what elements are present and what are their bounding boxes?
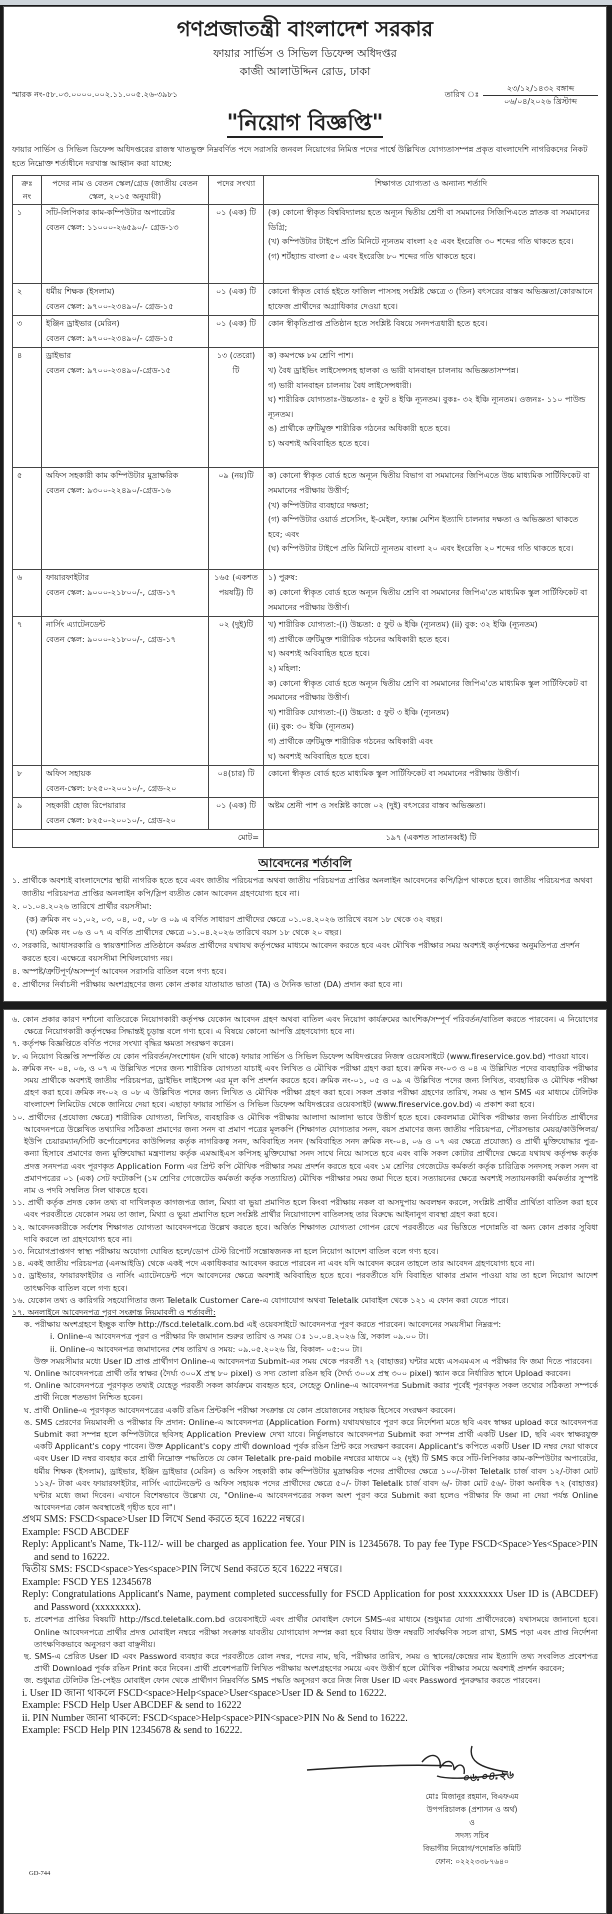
total-value: ১৯৭ (একশত সাতানব্বই) টি (264, 830, 599, 848)
pay-scale: বেতন স্কেল: ৮২৫০-২০০১০/-, গ্রেড-২০ (46, 815, 176, 825)
row-serial: ২ (13, 284, 42, 316)
help-user-id: i. User ID জানা থাকলে FSCD<space>Help<space>User<space>User ID & Send to 16222. (22, 1687, 387, 1699)
sms-second-reply: Reply: Congratulations Applicant's Name, payment completed successfully for FSCD Application for post xxxxxxxxx User ID is (ABCDEF) and Password (xxxxxxxx). (22, 1589, 598, 1613)
pay-scale: বেতন-স্কেল: ৮২৫০-২০০১০/-, গ্রেড-২০ (46, 783, 177, 793)
condition-item: ৮. এ নিয়োগ বিজ্ঞপ্তি সম্পর্কিত যে কোন পরিবর্তন/সংশোধন (যদি থাকে) ফায়ার সার্ভিস ও সিভিল ডিফেন্স অধিদপ্তরের নিজস্ব ওয়েবসাইটে (www.fireservice.gov.bd) পাওয়া যাবে। (12, 1051, 589, 1061)
online-rule-chha: ছ. SMS-এ প্রেরিত User ID এবং Password ব্যবহার করে পরবর্তীতে রোল নম্বর, পদের নাম, ছবি, পরীক্ষার তারিখ, সময় ও স্থানের/কেন্দ্রের নাম ইত্যাদি তথ্য সংবলিত প্রবেশপত্র প্রার্থী Download পূর্বক রঙিন Print করে নিবেন। প্রার্থী প্রবেশপত্রটি লিখিত পরীক্ষায় অংশগ্রহণের সময়ে এবং উত্তীর্ণ হলে মৌখিক পরীক্ষার সময়ে অবশ্যই প্রদর্শন করবেন; (24, 1652, 598, 1674)
row-qualification (264, 766, 599, 798)
row-serial: ১ (13, 205, 42, 284)
signatory-phone: ফোন: ০২২২৩৩৮৭৬৪০ (435, 1856, 509, 1866)
department-name: ফায়ার সার্ভিস ও সিভিল ডিফেন্স অধিদপ্তর (213, 47, 397, 60)
condition-item: ১৫. ড্রাইভার, ফায়ারফাইটার ও নার্সিং এ্যাটেনডেন্ট পদে আবেদনের ক্ষেত্রে অবশ্যই অবিবাহিত হতে হবে। পরবর্তীতে যদি বিবাহিত থাকার প্রমান পাওয়া যায় তা হলে নিয়োগ আদেশ তাৎক্ষণিক বাতিল বলে গণ্য হবে। (12, 1271, 598, 1293)
post-name: অফিস সহকারী কাম কম্পিউটার মুদ্রাক্ষরিক (46, 471, 179, 481)
row-post (42, 570, 209, 617)
qualification-line: ঘ) অবশ্যই অবিবাহিত হতে হবে। (268, 649, 370, 659)
memo-date-row (12, 83, 598, 107)
row-count: ১৩ (তেরো) টি (209, 348, 264, 468)
table-header-row (13, 176, 599, 205)
online-rules-title-text: ১৭. অনলাইনে আবেদনপত্র পূরণ সংক্রান্ত নিয়মাবলী ও শর্তাবলী: (12, 1307, 216, 1317)
qualification-line: ক) কোনো স্বীকৃত বোর্ড হতে অন্যূন দ্বিতীয় বিভাগ বা সমমানের জিপিএতে উচ্চ মাধ্যমিক সার্টিফিকেট বা সমমানের পরীক্ষায় উত্তীর্ণ; (268, 471, 590, 495)
pay-scale: বেতন স্কেল: ৯৭০০-২৩৪৯০/- গ্রেড-১৫ (46, 333, 174, 343)
post-name: সাঁট-লিপিকার কাম-কম্পিউটার অপারেটর (46, 208, 175, 217)
pay-scale: বেতন স্কেল: ১১০০০-২৬৫৯০/- গ্রেড-১৩ (46, 222, 179, 232)
row-serial: ৪ (13, 348, 42, 468)
row-qualification (264, 570, 599, 617)
table-row (13, 284, 599, 316)
online-rule-ka-ii: ii. Online-এ আবেদনপত্র জমাদানের শেষ তারিখ ও সময়: ০৯.০৫.২০২৬ খ্রি, বিকাল- ০৫:০০ টা। (50, 1344, 363, 1354)
department-address: কাজী আলাউদ্দিন রোড, ঢাকা (239, 65, 371, 78)
header-serial: ক্রঃ নং (13, 176, 42, 205)
pay-scale: বেতন স্কেল: ৯৭০০-২৩৪৯০/- গ্রেড-১৫ (46, 301, 174, 311)
table-row (13, 617, 599, 766)
row-qualification (264, 205, 599, 284)
row-post (42, 284, 209, 316)
conditions-continued (12, 1014, 598, 1738)
signature-area (12, 1742, 598, 1892)
qualification-line: কোনো স্বীকৃত বোর্ড হইতে ফাজিল পাসসহ সংশ্লিষ্ট ক্ষেত্রে ৩ (তিন) বৎসরের বাস্তব অভিজ্ঞতা/কোরআনে হাফেজ প্রার্থীদের অগ্রাধিকার দেওয়া হবে। (268, 287, 593, 311)
condition-item: ১০. প্রার্থীদের (প্রযোজ্য ক্ষেত্রে) শারীরিক যোগ্যতা, লিখিত, ব্যবহারিক ও মৌখিক পরীক্ষায় আলাদা আলাদা ভাবে উত্তীর্ণ হতে হবে। কেবলমাত্র মৌখিক পরীক্ষার জন্য নির্বাচিত প্রার্থীদের আবেদনপত্রে উল্লেখিত তথ্যাদির সঠিকতা প্রমাণের জন্য সনদ বা প্রমাণ পত্রের মূলকপি (শিক্ষাগত যোগ্যতার সনদ, বয়স প্রমাণের জন্য জাতীয় পরিচয়পত্র, পৌরসভার মেয়র/কাউন্সিলর/ইউপি চেয়ারম্যান/সিটি কর্পোরেশনের কাউন্সিলর কর্তৃক নাগরিকত্ব সনদ, অবিবাহিত সনদ (অবিবাহিত সনদ ক্রমিক নং-০৪, ০৬ ও ০৭ এর ক্ষেত্রে প্রযোজ্য) ও প্রার্থী মুক্তিযোদ্ধার পুত্র-কন্যা হিসাবে প্রমাণের জন্য মুক্তিযোদ্ধা মন্ত্রণালয় কর্তৃক এমআইএস কপিসহ মুক্তিযোদ্ধা সনদ সাথে নিয়ে আসতে হবে এবং বাকি সকল কোটার প্রার্থীদের ক্ষেত্রে যথাযথ কর্তৃপক্ষ কর্তৃক প্রদত্ত সনদপত্র এবং পূরণকৃত Application Form এর প্রিন্ট কপি মৌখিক পরীক্ষার সময় প্রদর্শন করতে হবে এবং ১ম শ্রেণির গেজেটেড কর্মকর্তা কর্তৃক চারিত্রিক সনদসহ সকল সনদ বা প্রমাণপত্রের ০১ (এক) সেট ফটোকপি (১ম শ্রেণির গেজেটেড কর্মকর্তা কর্তৃক সত্যায়িত) মৌখিক পরীক্ষার সময় জমা দিতে হবে। সত্যায়নের ক্ষেত্রে অবশ্যই সত্যায়নকারী কর্মকর্তার সুস্পষ্ট নাম ও পদবি সম্বলিত সিল থাকতে হবে। (12, 1112, 598, 1195)
online-rule-ja: জ. শুধুমাত্র টেলিটক প্রি-পেইড মোবাইল ফোন থেকে প্রার্থীগণ নিম্নবর্ণিত SMS পদ্ধতি অনুসরণ করে নিজ নিজ User ID এবং Password পুনরুদ্ধার করতে পারবেন। (24, 1676, 541, 1686)
qualification-line: (গ) শর্টহ্যান্ড বাংলা ৫০ এবং ইংরেজি ৮০ শব্দের গতি থাকতে হবে। (268, 251, 476, 261)
page-2 (3, 1009, 607, 1914)
row-count: ০২ (দুই)টি (209, 617, 264, 766)
sms-second-example: Example: FSCD YES 12345678 (22, 1576, 152, 1588)
qualification-line: খ) শারীরিক যোগ্যতা:-(i) উচ্চতা: ৫ ফুট ৬ ইঞ্চি (ন্যূনতম) (ii) বুক: ৩২ ইঞ্চি (ন্যূনতম) (268, 620, 538, 630)
condition-item: ১৩. নিয়োগপ্রাপ্তগণ স্বাস্থ্য পরীক্ষায় অযোগ্য ঘোষিত হলে/ডোপ টেস্ট রিপোর্ট সন্তোষজনক না হলে নিয়োগ আদেশ বাতিল বলে গণ্য হবে। (12, 1246, 439, 1256)
signatory-and: ও (469, 1817, 475, 1827)
online-rule-ka-note: উক্ত সময়সীমার মধ্যে User ID প্রাপ্ত প্রার্থীগণ Online-এ আবেদনপত্র Submit-এর সময় থেকে পরবর্তী ৭২ (বাহাত্তর) ঘন্টার মধ্যে এসএমএস এ পরীক্ষার ফি জমা দিতে পারবেন। (34, 1356, 593, 1366)
qualification-line: (ক) কোনো স্বীকৃত বিশ্ববিদ্যালয় হতে অন্যূন দ্বিতীয় শ্রেণী বা সমমানের সিজিপিএতে স্নাতক বা সমমানের ডিগ্রি; (268, 208, 590, 232)
post-name: ফায়ারফাইটার (46, 573, 90, 583)
condition-item: ১. প্রার্থীকে অবশ্যই বাংলাদেশের স্থায়ী নাগরিক হতে হবে এবং জাতীয় পরিচয়পত্র অথবা জাতীয় পরিচয়পত্র প্রাপ্তির অনলাইন আবেদনের কপি/স্লিপ থাকতে হবে। জাতীয় পরিচয়পত্র অথবা জাতীয় পরিচয়পত্র প্রাপ্তির অনলাইন কপি/স্লিপ ব্যতীত কোন আবেদন গ্রহণযোগ্য হবে না। (12, 876, 593, 899)
sms-first-example: Example: FSCD ABCDEF (22, 1526, 130, 1538)
date-label: তারিখ ঃ (444, 89, 479, 99)
viewer-top-bar (0, 0, 612, 5)
table-body (13, 205, 599, 830)
sms-first: প্রথম SMS: FSCD<space>User ID লিখে Send করতে হবে 16222 নম্বরে। (22, 1514, 305, 1526)
condition-subitem: (খ) ক্রমিক নং ০৬ ও ০৭ এ বর্ণিত প্রার্থীদের ক্ষেত্রে ০১.০৪.২০২৬ তারিখে বয়স ১৮ থেকে ২০ বছর। (26, 928, 342, 938)
condition-item: ৫. প্রার্থীদের নির্বাচনী পরীক্ষায় অংশগ্রহণের জন্য কোন প্রকার যাতায়াত ভাতা (TA) ও দৈনিক ভাতা (DA) প্রদান করা হবে না। (12, 980, 403, 990)
row-qualification (264, 468, 599, 570)
row-qualification (264, 316, 599, 348)
header-qualification: শিক্ষাগত যোগ্যতা ও অন্যান্য শর্তাদি (264, 176, 599, 205)
online-rule-uma: ঙ. SMS প্রেরণের নিয়মাবলী ও পরীক্ষার ফি প্রদান: Online-এ আবেদনপত্র (Application Form) যথাযথভাবে পূরণ করে নির্দেশনা মতে ছবি এবং স্বাক্ষর upload করে আবেদনপত্র Submit করা সম্পন্ন হলে কম্পিউটারে ছবিসহ Application Preview দেখা যাবে। নির্ভুলভাবে আবেদনপত্র Submit করা সম্পন্ন প্রার্থী একটি User ID, ছবি এবং স্বাক্ষরযুক্ত একটি Applicant's copy পাবেন। উক্ত Applicant's copy প্রার্থী download পূর্বক রঙিন প্রিন্ট করে সংরক্ষণ করবেন। Applicant's কপিতে একটি User ID নম্বর দেয়া থাকবে এবং User ID নম্বর ব্যবহার করে প্রার্থী নিম্নোক্ত পদ্ধতিতে যে কোন Teletalk pre-paid mobile নম্বরের মাধ্যমে ০২ (দুই) টি SMS করে সাঁট-লিপিকার কাম-কম্পিউটার অপারেটর, ধর্মীয় শিক্ষক (ইসলাম), ড্রাইভার, ইঞ্জিন ড্রাইভার (মেরিন) ও অফিস সহকারী কাম কম্পিউটার মুদ্রাক্ষরিক পদের প্রার্থীদের ক্ষেত্রে ১০০/-টাকা Teletalk চার্জ বাবদ ১২/-টাকা মোট ১১২/- টাকা এবং ফায়ারফাইটার, নার্সিং এ্যাটেনডেন্ট ও অফিস সহায়ক পদের প্রার্থীদের ক্ষেত্রে ৫০/- টাকা Teletalk চার্জ বাবদ ৬/- টাকা মোট ৫৬/- টাকা অনধিক ৭২ (বাহাত্তর) ঘন্টার মধ্যে জমা দিবেন। এখানে বিশেষভাবে উল্লেখ্য যে, "Online-এ আবেদনপত্রের সকল অংশ পূরণ করে Submit করা হলেও পরীক্ষার ফি জমা না দেয়া পর্যন্ত Online আবেদনপত্র কোন অবস্থাতেই গৃহীত হবে না"। (24, 1417, 598, 1513)
row-post (42, 348, 209, 468)
online-rule-ga: গ. Online আবেদনপত্রে পূরণকৃত তথ্যই যেহেতু পরবর্তী সকল কার্যক্রমে ব্যবহৃত হবে, সেহেতু Online-এ আবেদনপত্র Submit করার পূর্বেই পূরণকৃত সকল তথ্যের সঠিকতা সম্পর্কে প্রার্থী নিজে শতভাগ নিশ্চিত হবেন। (24, 1381, 598, 1403)
signatory-designation: উপপরিচালক (প্রশাসন ও অর্থ) (426, 1804, 518, 1814)
conditions-list (12, 874, 598, 991)
form-code: GD-744 (29, 1869, 51, 1877)
online-rule-gha: ঘ. প্রার্থী Online-এ পূরণকৃত আবেদনপত্রের একটি রঙিন প্রিন্টকপি পরীক্ষা সংক্রান্ত যে কোন প্রয়োজনের সহায়ক হিসেবে সংরক্ষণ করবেন। (24, 1405, 456, 1415)
qualification-line: কোনো স্বীকৃত বোর্ড হতে মাধ্যমিক স্কুল সার্টিফিকেট বা সমমানের পরীক্ষায় উত্তীর্ণ। (268, 769, 520, 779)
row-count: ০১ (এক) টি (209, 798, 264, 830)
vacancy-table (12, 175, 599, 848)
qualification-line: (গ) কম্পিউটার ওয়ার্ড প্রসেসিং, ই-মেইল, ফ্যাক্স মেশিন ইত্যাদি চালনার দক্ষতা ও অভিজ্ঞতা থাকতে হবে; এবং (268, 515, 579, 539)
condition-subitem: (ক) ক্রমিক নং ০১,০২, ০৩, ০৪, ০৫, ০৮ ও ০৯ এ বর্ণিত সাধারণ প্রার্থীদের ক্ষেত্রে ০১.০৪.২০২৬ তারিখে বয়স ১৮ থেকে ৩২ বছর। (26, 915, 443, 925)
conditions-title (12, 854, 598, 872)
sms-first-reply: Reply: Applicant's Name, Tk-112/- will be charged as application fee. Your PIN is 12345678. To pay fee Type FSCD<Space>Yes<Space>PIN and send to 16222. (22, 1539, 598, 1563)
row-count: ০১ (এক) টি (209, 205, 264, 284)
qualification-line: খ) শারীরিক যোগ্যতা:-(i) উচ্চতা: ৫ ফুট ৩ ইঞ্চি (ন্যূনতম) (268, 707, 450, 717)
signature-block (352, 1790, 592, 1868)
qualification-line: চ) অবশ্যই অবিবাহিত হতে হবে। (268, 438, 370, 448)
row-post (42, 468, 209, 570)
table-row (13, 570, 599, 617)
row-post (42, 766, 209, 798)
post-name: ইঞ্জিন ড্রাইভার (মেরিন) (46, 319, 120, 329)
condition-item: ১১. প্রার্থী কর্তৃক প্রদত্ত কোন তথ্য বা দাখিলকৃত কাগজপত্র জাল, মিথ্যা বা ভুয়া প্রমাণিত হলে কিংবা পরীক্ষায় নকল বা অসদুপায় অবলম্বন করলে, সংশ্লিষ্ট প্রার্থীর প্রার্থিতা বাতিল করা হবে এবং পরবর্তীতে যেকোন সময় তা জাল, মিথ্যা ও ভুয়া প্রমাণিত হলে সংশ্লিষ্ট প্রার্থীর নিয়োগাদেশ বাতিলসহ তার বিরুদ্ধে আইনানুগ ব্যবস্থা গ্রহণ করা হবে। (12, 1198, 598, 1220)
intro-paragraph: ফায়ার সার্ভিস ও সিভিল ডিফেন্স অধিদপ্তরের রাজস্ব খাতভুক্ত নিম্নবর্ণিত পদে সরাসরি জনবল নিয়োগের নিমিত্ত পদের পার্শ্বে উল্লিখিত যোগ্যতাসম্পন্ন প্রকৃত বাংলাদেশি নাগরিকদের নিকট হতে নিম্নোক্ত শর্তাধীনে দরখাস্ত আহ্বান করা যাচ্ছে: (12, 145, 588, 168)
qualification-line: গ) প্রার্থীকে ত্রুটিমুক্ত শারীরিক গঠনের অধিকারী এবং (268, 736, 433, 746)
row-post (42, 617, 209, 766)
row-count: ০৪(চার) টি (209, 766, 264, 798)
notice-title-text: "নিয়োগ বিজ্ঞপ্তি" (226, 111, 384, 136)
signatory-name: মোঃ মিজানুর রহমান, বিএফএম (425, 1791, 519, 1801)
row-count: ০১ (এক) টি (209, 284, 264, 316)
condition-item: ৯. ক্রমিক নং- ০৪, ০৬, ও ০৭ এ উল্লিখিত পদের জন্য শারীরিক যোগ্যতা যাচাই এবং লিখিত ও মৌখিক পরীক্ষা গ্রহণ করা হবে। ক্রমিক নং-০৩ ও ০৪ এ উল্লিখিত পদের ব্যবহারিক পরীক্ষার সময় প্রার্থীকে অবশ্যই জাতীয় পরিচয়পত্র, ড্রাইভিং লাইসেন্স এর মূল কপি প্রদর্শন করতে হবে। ক্রমিক নং-০১, ০৫ ও ০৯ এ উল্লিখিত পদের জন্য লিখিত, ব্যবহারিক ও মৌখিক পরীক্ষা গ্রহণ করা হবে। ক্রমিক নং-০২ ও ০৮ এ উল্লিখিত পদের জন্য লিখিত ও মৌখিক পরীক্ষা গ্রহণ করা হবে। সকল প্রকার পরীক্ষা গ্রহণের তারিখ, সময় ও স্থান SMS এর মাধ্যমে টেলিটক বাংলাদেশ লিমিটেড থেকে জানিয়ে দেয়া হবে। এছাড়া ফায়ার সার্ভিস ও সিভিল ডিফেন্স অধিদপ্তরের ওয়েবসাইট (www.fireservice.gov.bd) এ প্রকাশ করা হবে। (12, 1063, 598, 1110)
row-serial: ৫ (13, 468, 42, 570)
table-row (13, 766, 599, 798)
condition-item: ১৪. একই জাতীয় পরিচয়পত্র (এনআইডি) থেকে একই পদে একাধিকবার আবেদন করতে পারবেন না এবং যদি আবেদন করেন তাহলে তার আবেদন গ্রহণযোগ্য হবে না। (12, 1259, 535, 1269)
help-pin-example: Example: FSCD Help PIN 12345678 & send to 16222. (22, 1725, 243, 1737)
condition-item: ৪. অস্পষ্ট/ত্রুটিপূর্ণ/অসম্পূর্ণ আবেদন সরাসরি বাতিল বলে গণ্য হবে। (12, 967, 227, 977)
row-qualification (264, 284, 599, 316)
row-post (42, 798, 209, 830)
online-rule-ka-i: i. Online-এ আবেদনপত্র পূরণ ও পরীক্ষার ফি জমাদান শুরুর তারিখ ও সময় ঃ ১০.০৪.২০২৬ খ্রি, সকাল ০৯.০০ টা। (50, 1332, 429, 1342)
memo-number: স্মারক নং-৫৮.০৩.০০০০.০০২.১১.০০৫.২৬-৩৯৮১ (12, 89, 178, 99)
pay-scale: বেতন স্কেল: ৯৭০০-২৩৪৯০/-গ্রেড-১৫ (46, 365, 171, 375)
table-row (13, 798, 599, 830)
row-serial: ৮ (13, 766, 42, 798)
post-name: ধর্মীয় শিক্ষক (ইসলাম) (46, 287, 115, 296)
conditions-title-text: আবেদনের শর্তাবলি (258, 856, 352, 871)
qualification-line: ঘ) অবশ্যই অবিবাহিত হতে হবে। (268, 751, 370, 761)
row-serial: ৩ (13, 316, 42, 348)
signed-date: ০৬.০৪.২৬ (461, 1767, 514, 1785)
table-row (13, 348, 599, 468)
row-qualification (264, 798, 599, 830)
qualification-line: কোন স্বীকৃতিপ্রাপ্ত প্রতিষ্ঠান হতে সংশ্লিষ্ট বিষয়ে সনদপত্রধারী হতে হবে। (268, 319, 488, 329)
pay-scale: বেতন স্কেল: ৯০০০-২১৮০০/-, গ্রেড-১৭ (46, 634, 176, 644)
qualification-line: গ) প্রার্থীকে ত্রুটিমুক্ত শারীরিক গঠনের অধিকারী হতে হবে। (268, 634, 450, 644)
row-serial: ৭ (13, 617, 42, 766)
pay-scale: বেতন স্কেল: ৯০০০-২১৮০০/-, গ্রেড-১৭ (46, 587, 176, 597)
online-rule-kha: খ. Online আবেদনপত্রে প্রার্থী তাঁর স্বাক্ষর (দৈর্ঘ্য ৩০০X প্রস্থ ৮০ pixel) ও সদ্য তোলা রঙিন ছবি (দৈর্ঘ্য ৩০০x প্রস্থ ৩০০ pixel) স্ক্যান করে নির্ধারিত স্থানে Upload করবেন। (24, 1368, 571, 1378)
condition-item: ৭. কর্তৃপক্ষ বিজ্ঞপ্তিতে বর্ণিত পদের সংখ্যা বৃদ্ধির ক্ষমতা সংরক্ষণ করেন। (12, 1039, 234, 1049)
page-1 (3, 6, 607, 1002)
condition-item: ১৬. যেকোন তথ্য ও কারিগরি সহযোগিতার জন্য Teletalk Customer Care-এ যোগাযোগ অথবা Teletalk মোবাইল থেকে ১২১ এ ফোন করা যেতে পারে। (12, 1295, 509, 1305)
condition-item: ৬. কোন প্রকার কারণ দর্শানো ব্যতিরেকে নিয়োগকারী কর্তৃপক্ষ যেকোন আবেদন গ্রহণ অথবা বাতিল এবং নিয়োগ কার্যক্রমের আংশিক/সম্পূর্ণ পরিবর্তন/বাতিল করতে পারবেন। এ নিয়োগের ক্ষেত্রে নিয়োগকারী কর্তৃপক্ষের সিদ্ধান্তই চূড়ান্ত বলে গণ্য হবে। এ বিষয়ে কোনো আপত্তি গ্রহণযোগ্য হবে না। (12, 1015, 598, 1037)
qualification-line: অষ্টম শ্রেনী পাশ ও সংশ্লিষ্ট কাজে ০২ (দুই) বৎসরের বাস্তব অভিজ্ঞতা। (268, 801, 486, 811)
row-qualification (264, 348, 599, 468)
qualification-line: ক) কমপক্ষে ৮ম শ্রেণি পাশ। (268, 351, 354, 361)
row-count: ১৬৫ (একশত পয়ষট্টি) টি (209, 570, 264, 617)
condition-item: ২. ০১.০৪.২০২৬ তারিখে প্রার্থীর বয়সসীমা: (12, 902, 152, 912)
post-name: সহকারী হোজ রিপেয়ারার (46, 801, 126, 811)
signatory-committee: বিভাগীয় নিয়োগ/পদোন্নতি কমিটি (422, 1843, 522, 1853)
post-name: অফিস সহায়ক (46, 769, 92, 779)
qualification-line: ক) কোনো স্বীকৃত বোর্ড হতে অন্যূন দ্বিতীয় শ্রেণি বা সমমানের জিপিএ'তে মাধ্যমিক স্কুল সার্টিফিকেট বা সমমানের পরীক্ষায় উত্তীর্ণ। (268, 587, 588, 612)
qualification-line: (খ) কম্পিউটার টাইপে প্রতি মিনিটে ন্যূনতম বাংলা ২৫ এবং ইংরেজি ৩০ শব্দের গতি থাকতে হবে। (268, 237, 574, 247)
pay-scale: বেতন স্কেল: ৯৩০০-২২৪৯০/-গ্রেড-১৬ (46, 485, 171, 495)
date-gregorian: ০৬/০৪/২০২৬ খ্রিস্টাব্দ (504, 97, 577, 106)
date-bangla: ২৩/১২/১৪৩২ বঙ্গাব্দ (483, 83, 598, 96)
row-count: ০৯ (নয়)টি (209, 468, 264, 570)
qualification-line: খ) বৈধ ড্রাইভিং লাইসেন্সসহ হালকা ও ভারী যানবাহন চালনায় অভিজ্ঞতাসম্পন্ন। (268, 365, 519, 375)
qualification-line: (ঘ) কম্পিউটার টাইপে প্রতি মিনিটে ন্যূনতম বাংলা ২০ এবং ইংরেজি ২০ শব্দের গতি থাকতে হবে। (268, 544, 574, 554)
qualification-line: ১) পুরুষ: (268, 573, 298, 583)
qualification-line: ২) মহিলা: (268, 663, 301, 673)
condition-item: ৩. সরকারি, আধাসরকারি ও স্বায়ত্তশাসিত প্রতিষ্ঠানে কর্মরত প্রার্থীদের যথাযথ কর্তৃপক্ষের মাধ্যমে আবেদন করতে হবে এবং মৌখিক পরীক্ষার সময় অবশ্যই কর্তৃপক্ষের অনুমতিপত্র প্রদর্শন করতে হবে। এক্ষেত্রে বয়সসীমা শিথিলযোগ্য নয়। (12, 941, 580, 964)
date-block (483, 83, 598, 107)
post-name: ড্রাইভার (46, 351, 72, 361)
online-rule-cha: চ. প্রবেশপত্র প্রাপ্তির বিষয়টি http://fscd.teletalk.com.bd ওয়েবসাইটে এবং প্রার্থীর মোবাইল ফোনে SMS-এর মাধ্যমে (শুধুমাত্র যোগ্য প্রার্থীদেরকে) যথাসময়ে জানানো হবে। Online আবেদনপত্রে প্রার্থীর প্রদত্ত মোবাইল নম্বরে পরীক্ষা সংক্রান্ত যাবতীয় যোগাযোগ সম্পন্ন করা হবে বিধায় উক্ত নম্বরটি সার্বক্ষণিক সচল রাখা, SMS পড়া এবং প্রাপ্ত নির্দেশনা তাৎক্ষণিকভাবে অনুসরণ করা বাঞ্ছনীয়। (24, 1615, 598, 1649)
notice-title (12, 109, 598, 139)
qualification-line: গ) ভারী যানবাহন চালনায় বৈধ লাইসেন্সধারী। (268, 380, 412, 390)
condition-item: ১২. আবেদনকারীকে সর্বশেষ শিক্ষাগত যোগ্যতা আবেদনপত্রে উল্লেখ করতে হবে। অর্জিত শিক্ষাগত যোগ্যতা গোপন রেখে পরবর্তীতে এর ভিত্তিতে পদোন্নতি বা অন্য কোন প্রকার সুবিধা দাবি করলে তা গ্রহণযোগ্য হবে না। (12, 1222, 598, 1244)
qualification-line: ঘ) শারীরিক যোগ্যতাঃ-উচ্চতাঃ- ৫ ফুট ৪ ইঞ্চি ন্যূনতম। বুকঃ- ৩২ ইঞ্চি ন্যূনতম। ওজনঃ- ১১০ পাউন্ড ন্যূনতম। (268, 395, 586, 419)
sms-second: দ্বিতীয় SMS: FSCD<space>Yes<space>PIN লিখে Send করতে হবে 16222 নম্বরে। (22, 1564, 343, 1576)
row-post (42, 316, 209, 348)
table-row (13, 205, 599, 284)
total-row (13, 830, 599, 848)
qualification-line: ক) কোনো স্বীকৃত বোর্ড হতে অন্যূন দ্বিতীয় শ্রেণি বা সমমানের জিপিএ'তে মাধ্যমিক স্কুল সার্টিফিকেট বা সমমানের পরীক্ষায় উত্তীর্ণ। (268, 678, 588, 703)
post-name: নার্সিং এ্যাটেনডেন্ট (46, 620, 106, 630)
row-post (42, 205, 209, 284)
total-label: মোট= (13, 830, 264, 848)
row-count: ০১ (এক) টি (209, 316, 264, 348)
qualification-line: (খ) কম্পিউটার ব্যবহারে দক্ষতা; (268, 500, 369, 510)
date-group (445, 83, 598, 107)
qualification-line: ঙ) প্রার্থীকে ত্রুটিমুক্ত শারীরিক গঠনের অধিকারী হতে হবে। (268, 424, 451, 434)
table-row (13, 316, 599, 348)
help-pin: ii. PIN Number জানা থাকলে: FSCD<space>Help<space>PIN<space>PIN No & Send to 16222. (22, 1712, 408, 1724)
header-count: পদের সংখ্যা (209, 176, 264, 205)
row-serial: ৬ (13, 570, 42, 617)
table-row (13, 468, 599, 570)
government-title: গণপ্রজাতন্ত্রী বাংলাদেশ সরকার (176, 17, 434, 41)
header-post: পদের নাম ও বেতন স্কেল/গ্রেড (জাতীয় বেতন স্কেল, ২০১৫ অনুযায়ী) (42, 176, 209, 205)
qualification-line: (ii) বুক: ৩০ ইঞ্চি (ন্যূনতম) (268, 722, 355, 732)
row-serial: ৯ (13, 798, 42, 830)
help-user-id-example: Example: FSCD Help User ABCDEF & send to 16222 (22, 1700, 242, 1712)
online-rule-ka: ক. পরীক্ষায় অংশগ্রহণে ইচ্ছুক ব্যক্তি http://fscd.teletalk.com.bd এই ওয়েবসাইটে আবেদনপত্র পূরণ করতে পারবেন। আবেদনের সময়সীমা নিম্নরূপ: (24, 1320, 502, 1330)
online-rules-title (12, 1307, 598, 1319)
signatory-role: সদস্য সচিব (455, 1830, 489, 1840)
row-qualification (264, 617, 599, 766)
